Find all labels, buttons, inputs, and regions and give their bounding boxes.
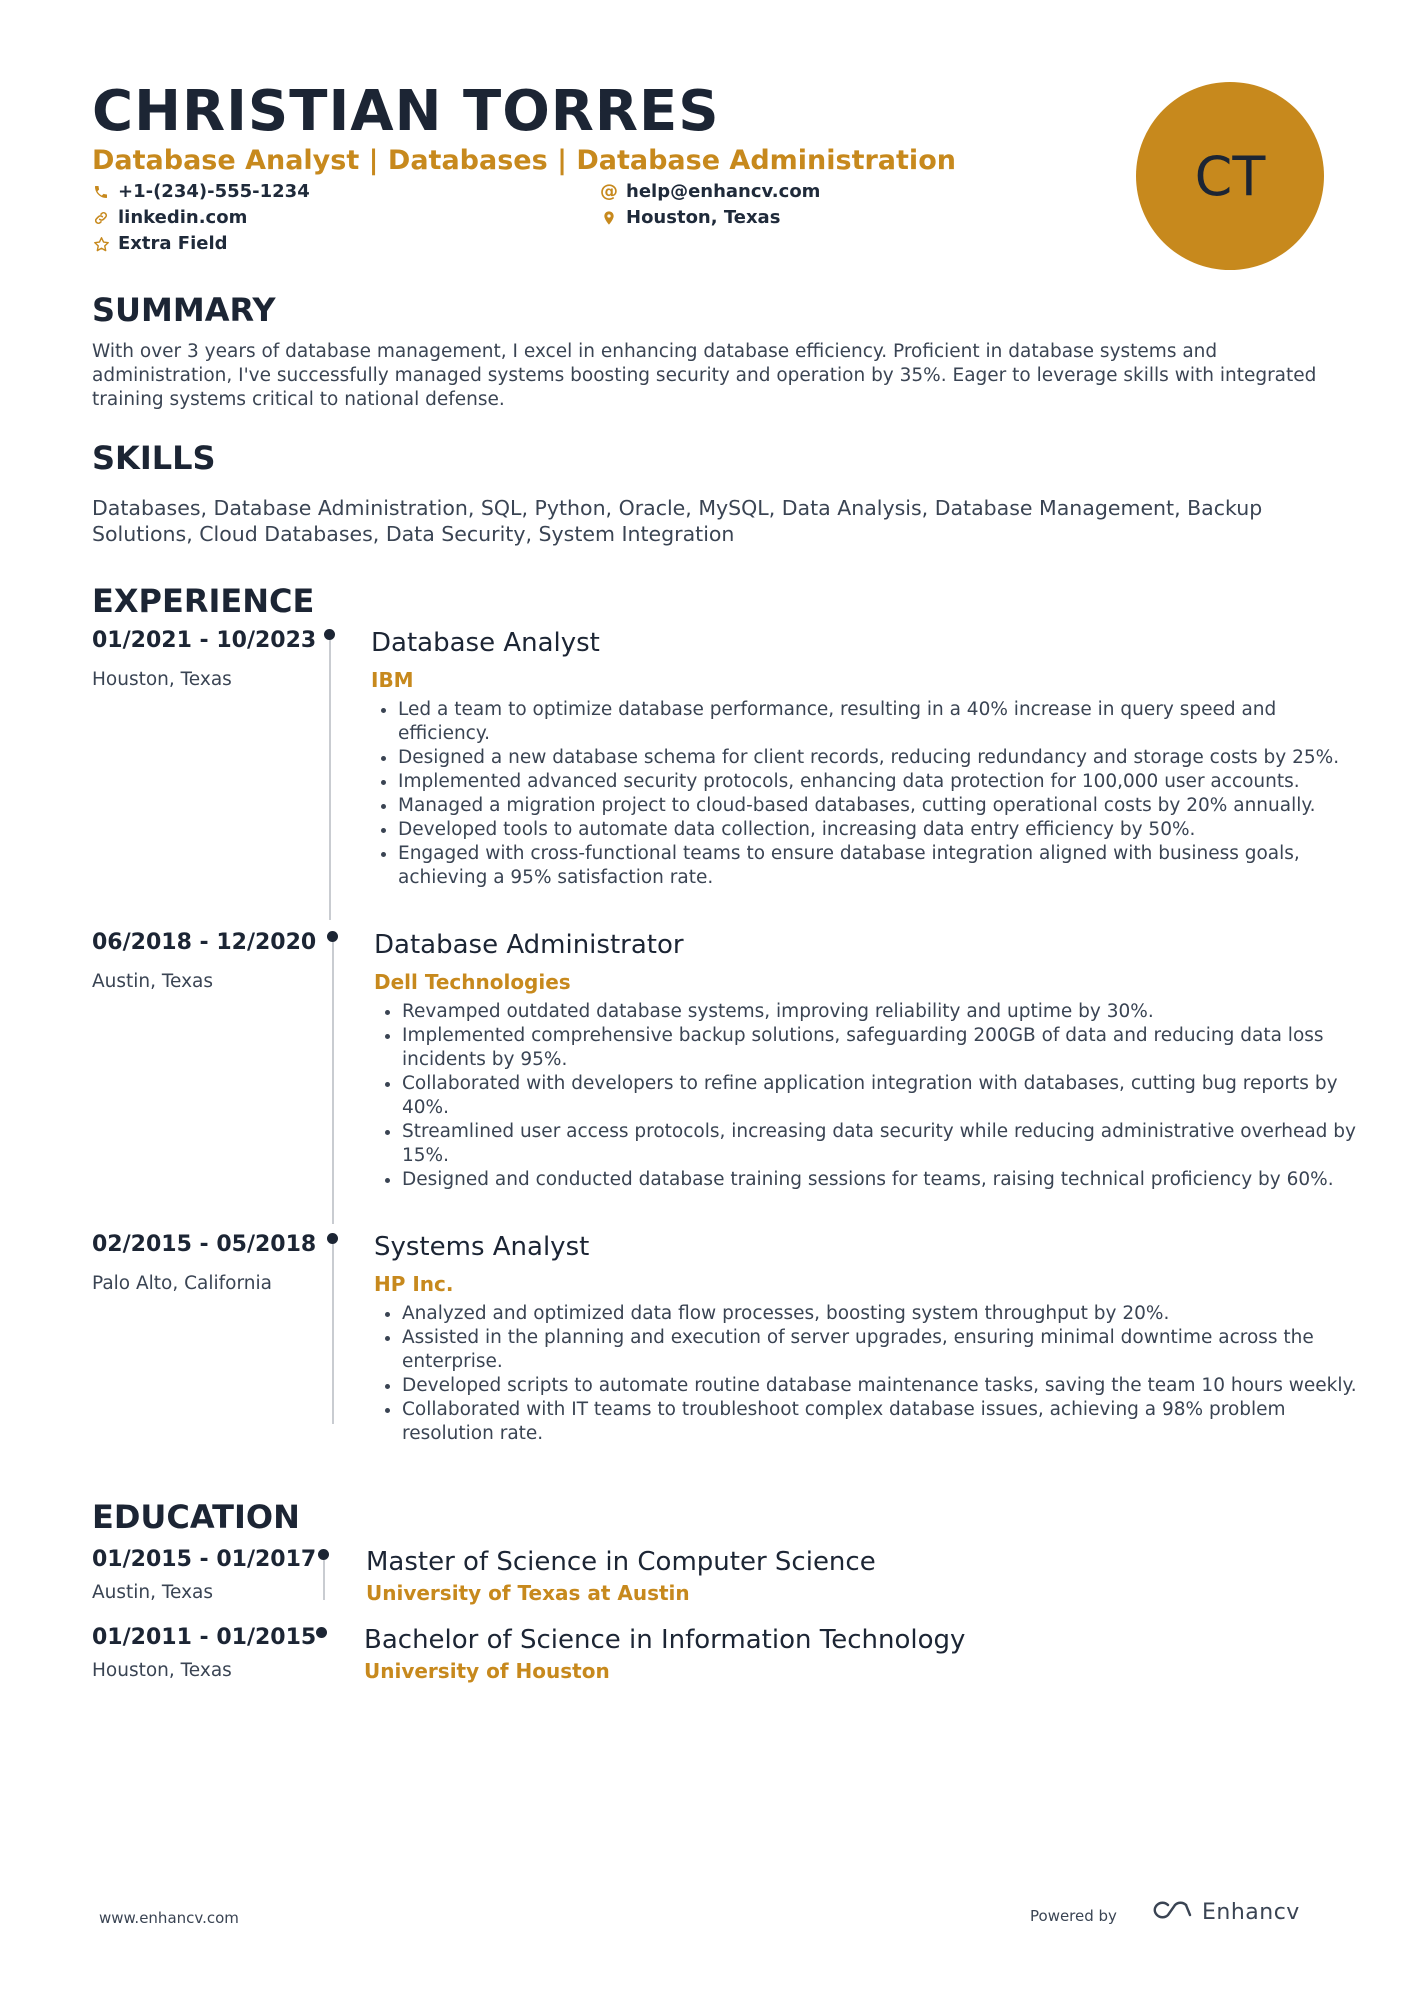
- bullet-item: • Engaged with cross-functional teams to ensure database integration aligned with business goals, achieving a 95% satisfaction rate.: [398, 842, 1353, 890]
- bullet-item: • Developed tools to automate data collection, increasing data entry efficiency by 50%.: [398, 818, 1353, 842]
- contact-location: [600, 206, 780, 230]
- bullet-item: • Implemented advanced security protocols, enhancing data protection for 100,000 user accounts.: [398, 770, 1353, 794]
- experience-bullets: [377, 1302, 1357, 1446]
- website-text: linkedin.com: [118, 207, 248, 228]
- star-icon: [92, 235, 110, 253]
- bullet-item: • Collaborated with developers to refine application integration with databases, cutting bug reports by 40%.: [402, 1072, 1357, 1120]
- contact-email[interactable]: [600, 180, 820, 204]
- footer-url[interactable]: www.enhancv.com: [99, 1909, 239, 1927]
- powered-by-label: Powered by: [1030, 1907, 1117, 1925]
- timeline-dot: [327, 931, 338, 942]
- experience-location: Houston, Texas: [92, 669, 232, 690]
- timeline-dot: [327, 1233, 338, 1244]
- bullet-item: • Streamlined user access protocols, increasing data security while reducing administrative overhead by 15%.: [402, 1120, 1357, 1168]
- extra-text: Extra Field: [118, 233, 228, 254]
- location-text: Houston, Texas: [626, 207, 781, 228]
- at-icon: @: [600, 181, 618, 202]
- timeline-line: [323, 1560, 325, 1600]
- candidate-name: CHRISTIAN TORRES: [92, 79, 720, 144]
- timeline-line: [332, 1244, 334, 1424]
- skills-title: SKILLS: [92, 439, 216, 477]
- link-icon: [92, 209, 110, 227]
- experience-location: Palo Alto, California: [92, 1273, 272, 1294]
- timeline-line: [332, 942, 334, 1224]
- brand-name: Enhancv: [1202, 1899, 1300, 1925]
- experience-bullets: [373, 698, 1353, 890]
- education-dates: 01/2011 - 01/2015: [92, 1625, 317, 1650]
- experience-role: Database Administrator: [374, 930, 684, 960]
- phone-icon: [92, 183, 110, 201]
- avatar: CT: [1136, 82, 1324, 270]
- education-title: EDUCATION: [92, 1498, 300, 1536]
- enhancv-logo[interactable]: [1148, 1898, 1300, 1926]
- experience-company: IBM: [371, 668, 414, 692]
- summary-title: SUMMARY: [92, 291, 276, 329]
- experience-dates: 06/2018 - 12/2020: [92, 930, 317, 955]
- map-pin-icon: [600, 209, 618, 227]
- bullet-item: • Designed and conducted database training sessions for teams, raising technical proficiency by 60%.: [402, 1168, 1357, 1192]
- contact-phone[interactable]: [92, 180, 310, 204]
- education-location: Austin, Texas: [92, 1582, 214, 1603]
- education-degree: Master of Science in Computer Science: [366, 1547, 876, 1577]
- bullet-item: • Designed a new database schema for client records, reducing redundancy and storage costs by 25%.: [398, 746, 1353, 770]
- bullet-item: • Led a team to optimize database performance, resulting in a 40% increase in query speed and efficiency.: [398, 698, 1353, 746]
- experience-dates: 01/2021 - 10/2023: [92, 628, 317, 653]
- phone-text: +1-(234)-555-1234: [118, 181, 310, 202]
- experience-role: Systems Analyst: [374, 1232, 590, 1262]
- experience-role: Database Analyst: [371, 628, 600, 658]
- timeline-dot: [318, 1549, 329, 1560]
- experience-bullets: [377, 1000, 1357, 1192]
- education-school: University of Houston: [364, 1659, 610, 1683]
- education-dates: 01/2015 - 01/2017: [92, 1547, 317, 1572]
- experience-dates: 02/2015 - 05/2018: [92, 1232, 317, 1257]
- skills-text: Databases, Database Administration, SQL, Python, Oracle, MySQL, Data Analysis, Database Management, Backup Solutions, Cloud Databases, Data Security, System Integration: [92, 496, 1263, 546]
- infinity-logo-icon: [1148, 1898, 1194, 1926]
- bullet-item: • Managed a migration project to cloud-based databases, cutting operational costs by 20% annually.: [398, 794, 1353, 818]
- email-text: help@enhancv.com: [626, 181, 821, 202]
- experience-company: HP Inc.: [374, 1272, 454, 1296]
- bullet-item: • Revamped outdated database systems, improving reliability and uptime by 30%.: [402, 1000, 1357, 1024]
- experience-location: Austin, Texas: [92, 971, 214, 992]
- bullet-item: • Developed scripts to automate routine database maintenance tasks, saving the team 10 hours weekly.: [402, 1374, 1357, 1398]
- bullet-item: • Analyzed and optimized data flow processes, boosting system throughput by 20%.: [402, 1302, 1357, 1326]
- bullet-item: • Assisted in the planning and execution of server upgrades, ensuring minimal downtime across the enterprise.: [402, 1326, 1357, 1374]
- headline: Database Analyst | Databases | Database Administration: [92, 145, 956, 176]
- contact-website[interactable]: [92, 206, 247, 230]
- education-location: Houston, Texas: [92, 1660, 232, 1681]
- bullet-item: • Implemented comprehensive backup solutions, safeguarding 200GB of data and reducing data loss incidents by 95%.: [402, 1024, 1357, 1072]
- timeline-dot: [324, 629, 335, 640]
- contact-extra: [92, 232, 228, 256]
- experience-title: EXPERIENCE: [92, 582, 315, 620]
- experience-company: Dell Technologies: [374, 970, 571, 994]
- summary-text: With over 3 years of database management, I excel in enhancing database efficiency. Proficient in database systems and administration, I've successfully managed systems boosting security and operation by 35%. Eager to leverage skills with integrated training systems critical to national defense.: [92, 341, 1317, 410]
- education-degree: Bachelor of Science in Information Technology: [364, 1625, 966, 1655]
- bullet-item: • Collaborated with IT teams to troubleshoot complex database issues, achieving a 98% problem resolution rate.: [402, 1398, 1357, 1446]
- timeline-dot: [316, 1627, 327, 1638]
- education-school: University of Texas at Austin: [366, 1581, 690, 1605]
- timeline-line: [329, 640, 331, 920]
